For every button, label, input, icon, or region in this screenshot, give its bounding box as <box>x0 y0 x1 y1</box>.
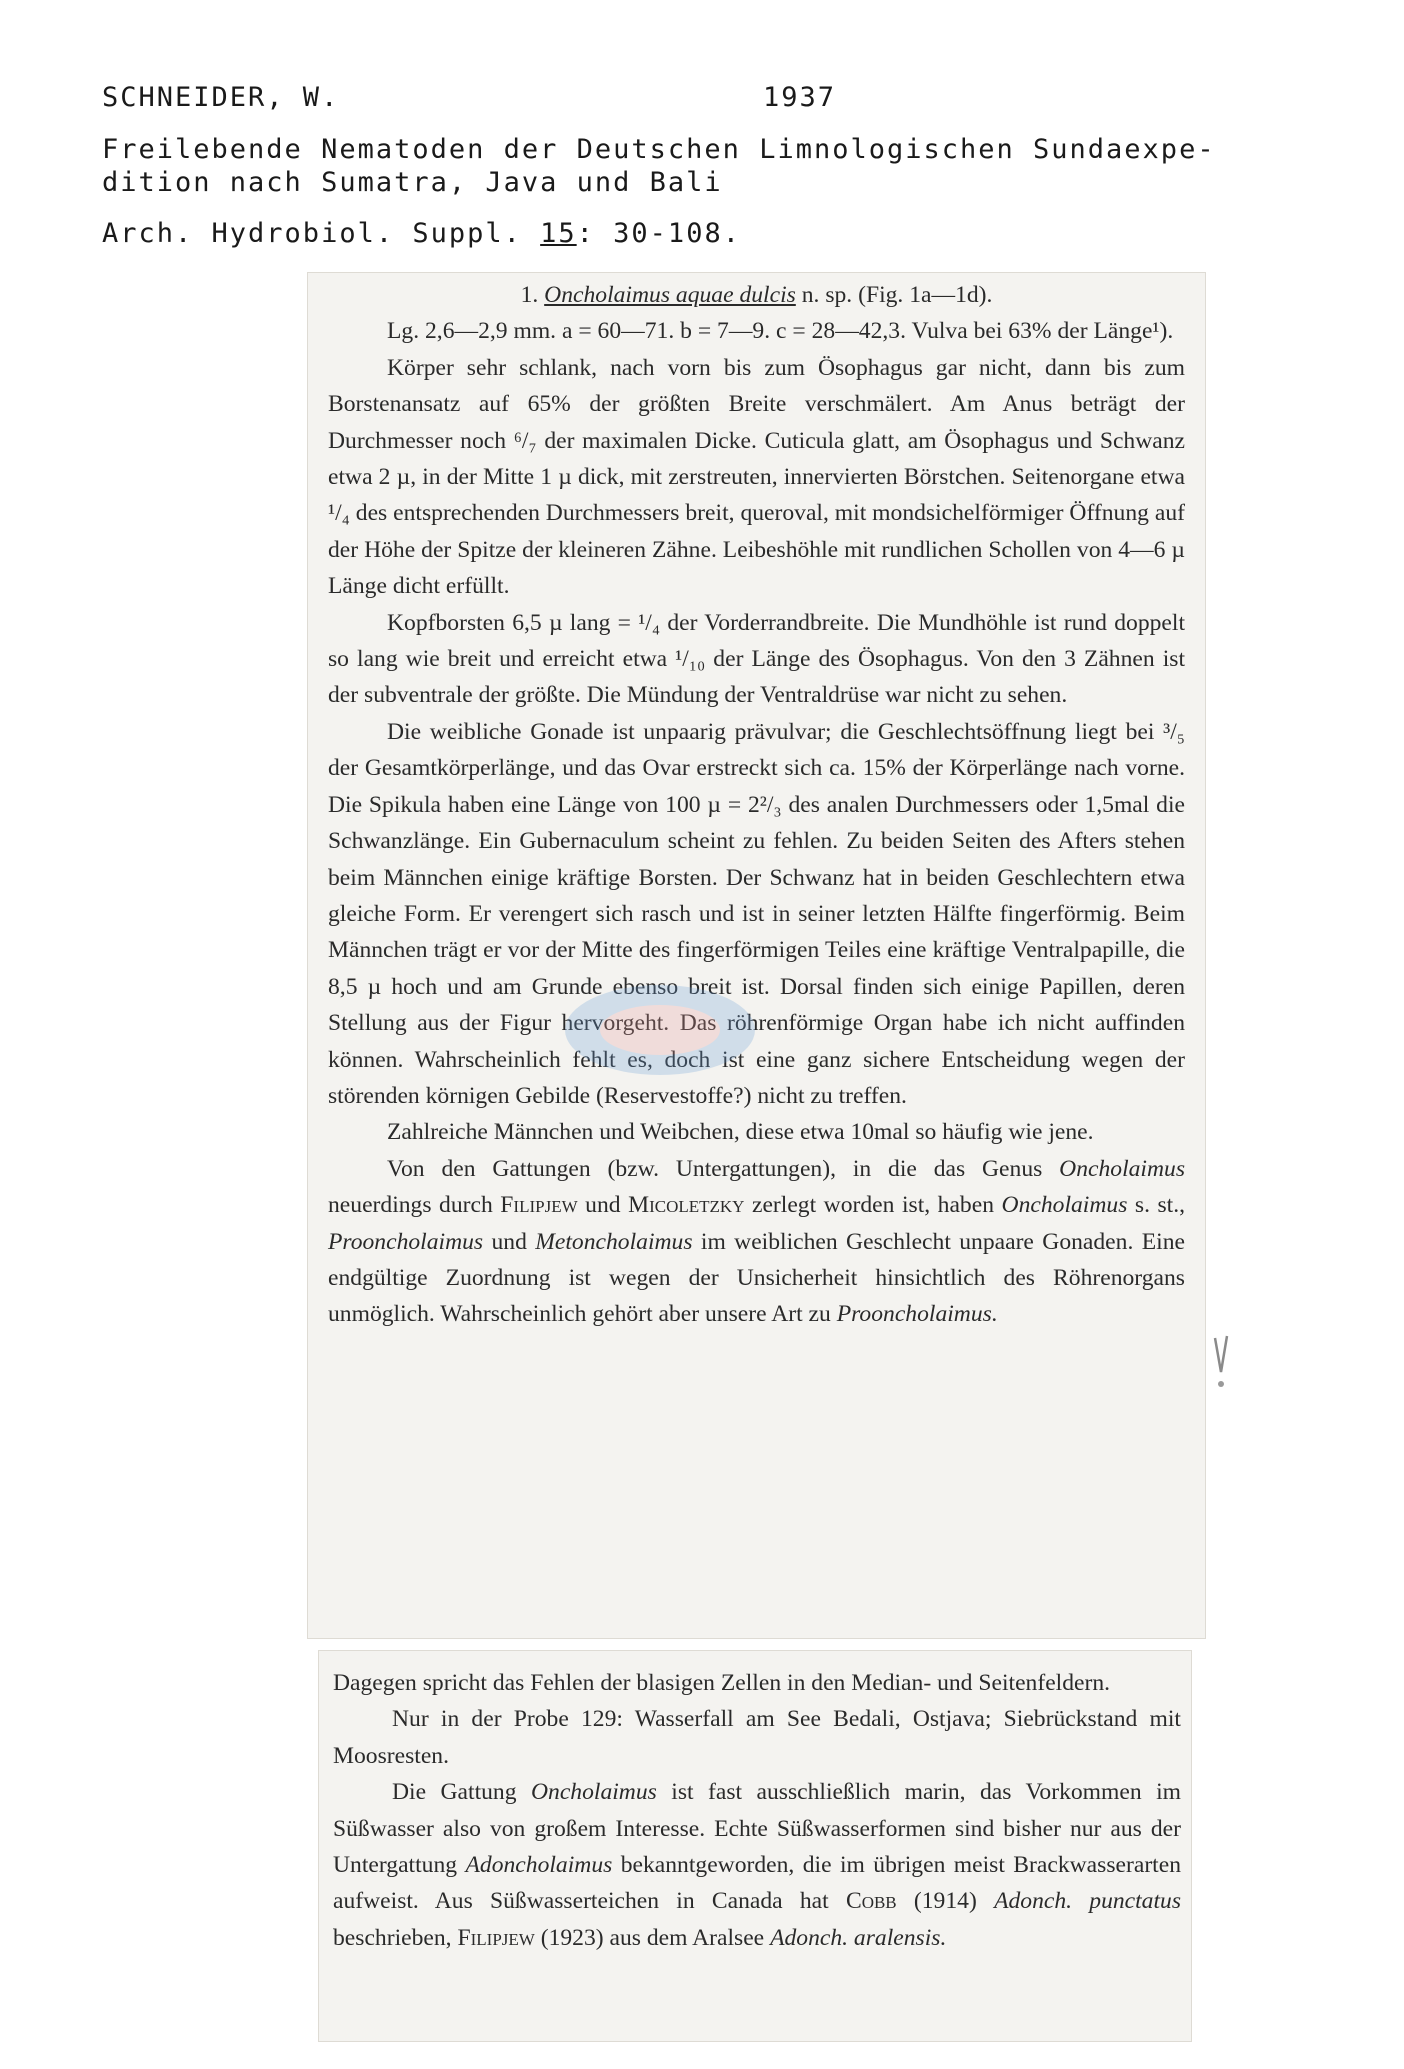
text-span: n. sp. (Fig. 1a—1d). <box>801 282 993 308</box>
head-description-paragraph: Kopfborsten 6,5 µ lang = ¹/₄ der Vorderrandbreite. Die Mundhöhle ist rund doppelt so lang wie breit und erreicht etwa ¹/₁₀ der Länge des Ösophagus. Von den 3 Zähnen ist der subventrale der größte. Die Mündung der Ventraldrüse war nicht zu sehen. <box>328 609 1185 709</box>
text-span: Oncholaimus <box>530 1779 657 1806</box>
title-line-2: dition nach Sumatra, Java und Bali <box>102 167 723 198</box>
article-clipping-continued <box>318 1650 1192 2042</box>
text-span: Adonch. punctatus <box>994 1888 1182 1915</box>
text-span: Prooncholaimus <box>328 1228 484 1255</box>
text-span: Oncholaimus <box>1059 1155 1185 1182</box>
pencil-mark-icon <box>1212 1332 1232 1392</box>
text-span: Filipjew <box>500 1192 578 1219</box>
article-clipping-main <box>307 272 1206 1639</box>
genus-discussion-paragraph <box>328 1151 1185 1333</box>
text-span: Filipjew <box>457 1924 535 1951</box>
text-span: und <box>491 1228 527 1255</box>
text-span: zerlegt worden ist, haben <box>751 1192 995 1219</box>
text-span: Prooncholaimus. <box>836 1301 998 1328</box>
text-span: Adonch. aralensis. <box>770 1924 947 1951</box>
page-range: : 30-108. <box>576 218 741 249</box>
gonad-description-paragraph: Die weibliche Gonade ist unpaarig prävulvar; die Geschlechtsöffnung liegt bei ³/₅ der Gesamtkörperlänge, und das Ovar erstreckt sich ca. 15% der Körperlänge nach vorne. Die Spikula haben eine Länge von 100 µ = 2²/₃ des analen Durchmessers oder 1,5mal die Schwanzlänge. Ein Gubernaculum scheint zu fehlen. Zu beiden Seiten des Afters stehen beim Männchen einige kräftige Borsten. Der Schwanz hat in beiden Geschlechtern etwa gleiche Form. Er verengert sich rasch und ist in seiner letzten Hälfte fingerförmig. Beim Männchen trägt er vor der Mitte des fingerförmigen Teiles eine kräftige Ventralpapille, die 8,5 µ hoch und am Grunde ebenso breit ist. Dorsal finden sich einige Papillen, deren Stellung aus der Figur hervorgeht. Das röhrenförmige Organ habe ich nicht auffinden können. Wahrscheinlich fehlt es, doch ist eine ganz sichere Entscheidung wegen der störenden körnigen Gebilde (Reservestoffe?) nicht zu treffen. <box>328 718 1185 1109</box>
title-line-1: Freilebende Nematoden der Deutschen Limnologischen Sundaexpe- <box>102 134 1216 165</box>
text-span: neuerdings durch <box>328 1192 493 1219</box>
text-span: 1. <box>520 282 539 308</box>
author: SCHNEIDER, W. <box>102 82 340 113</box>
text-span: Die Gattung <box>392 1779 517 1806</box>
text-span: ist fast ausschließlich marin, das Vorkommen im Süßwasser also von großem Interesse. Echte Süßwasserformen sind bisher nur aus der Untergattung <box>333 1779 1182 1879</box>
text-span: im weiblichen Geschlecht unpaare Gonaden. Eine endgültige Zuordnung ist wegen der Unsicherheit hinsichtlich des Röhrenorgans unmöglich. Wahrscheinlich gehört aber unsere Art zu <box>328 1228 1185 1328</box>
abundance-paragraph: Zahlreiche Männchen und Weibchen, diese etwa 10mal so häufig wie jene. <box>387 1119 1094 1146</box>
text-span: Cobb <box>845 1888 897 1915</box>
text-span: Adoncholaimus <box>465 1852 613 1879</box>
counter-argument-paragraph: Dagegen spricht das Fehlen der blasigen Zellen in den Median- und Seitenfeldern. <box>333 1670 1111 1696</box>
species-heading <box>328 277 1185 313</box>
text-span: Metoncholaimus <box>535 1228 693 1255</box>
journal-citation <box>102 218 741 249</box>
text-span: und <box>585 1192 621 1219</box>
text-span: Von den Gattungen (bzw. Untergattungen), in die das Genus <box>387 1155 1043 1182</box>
measurements-paragraph: Lg. 2,6—2,9 mm. a = 60—71. b = 7—9. c = 28—42,3. Vulva bei 63% der Länge¹). <box>387 318 1174 345</box>
text-span: beschrieben, <box>333 1924 452 1951</box>
journal-name: Arch. Hydrobiol. Suppl. <box>102 218 522 249</box>
text-span: Oncholaimus <box>1001 1192 1128 1219</box>
text-span: bekanntgeworden, die im übrigen meist Brackwasserarten aufweist. Aus Süßwasserteichen in Canada hat <box>333 1852 1181 1915</box>
text-span: s. st., <box>1134 1192 1186 1219</box>
text-span: (1923) aus dem Aralsee <box>540 1924 765 1951</box>
body-description-paragraph: Körper sehr schlank, nach vorn bis zum Ösophagus gar nicht, dann bis zum Borstenansatz auf 65% der größten Breite verschmälert. Am Anus beträgt der Durchmesser noch ⁶/₇ der maximalen Dicke. Cuticula glatt, am Ösophagus und Schwanz etwa 2 µ, in der Mitte 1 µ dick, mit zerstreuten, innervierten Börstchen. Seitenorgane etwa ¹/₄ des entsprechenden Durchmessers breit, queroval, mit mondsichelförmiger Öffnung auf der Höhe der Spitze der kleineren Zähne. Leibeshöhle mit rundlichen Schollen von 4—6 µ Länge dicht erfüllt. <box>328 354 1185 600</box>
species-name: Oncholaimus aquae dulcis <box>544 282 796 308</box>
text-span: Micoletzky <box>628 1192 745 1219</box>
year: 1937 <box>763 82 837 113</box>
watermark-stamp-icon <box>555 970 765 1090</box>
text-span: (1914) <box>913 1888 977 1915</box>
volume: 15 <box>540 218 577 249</box>
freshwater-occurrence-paragraph <box>333 1774 1181 1956</box>
locality-paragraph: Nur in der Probe 129: Wasserfall am See Bedali, Ostjava; Siebrückstand mit Moosresten. <box>333 1706 1181 1769</box>
